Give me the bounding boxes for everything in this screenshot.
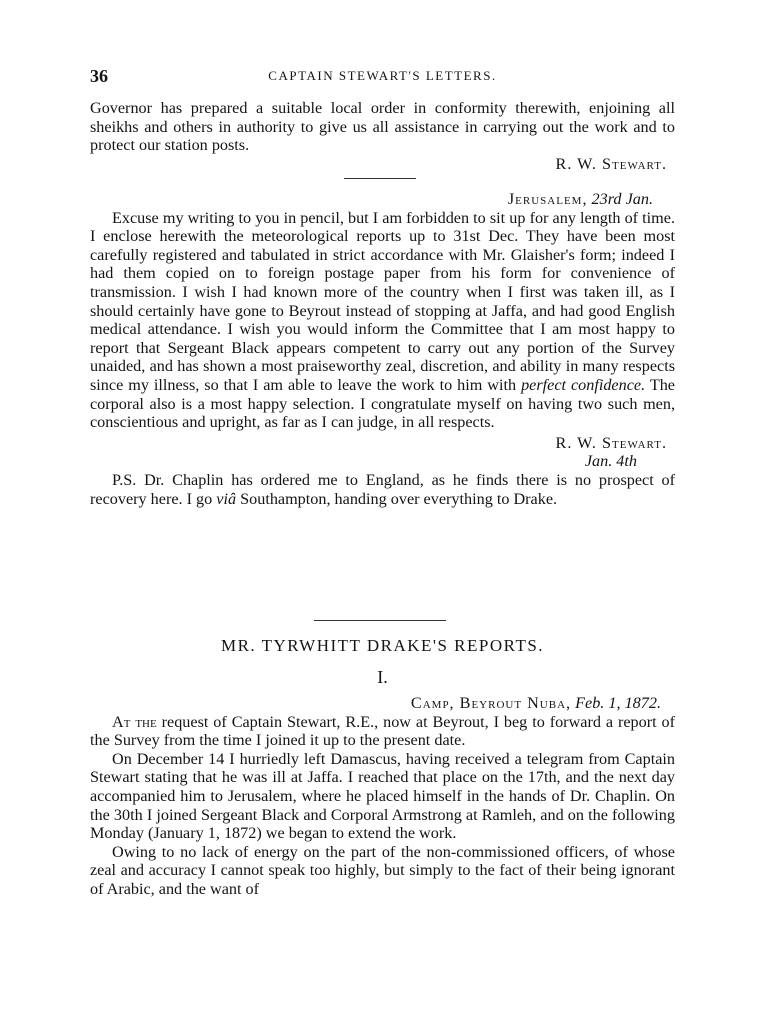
postscript-via: viâ: [216, 489, 237, 508]
postscript: [90, 471, 675, 508]
postscript-before: P.S. Dr. Chaplin has ordered me to England, as he finds there is no prospect of recovery here. I go: [90, 470, 675, 508]
letter-2-date: 23rd Jan.: [591, 190, 653, 208]
letter-2-place: Jerusalem,: [507, 190, 588, 208]
report-opening-words: At the: [112, 712, 157, 731]
page-number: 36: [90, 66, 108, 86]
report-paragraph-1-rest: request of Captain Stewart, R.E., now at Beyrout, I beg to forward a report of the Survey from the time I joined it up to the present date.: [90, 712, 675, 750]
postscript-date: [90, 452, 675, 471]
report-dateline: [90, 694, 675, 713]
section-title: MR. TYRWHITT DRAKE'S REPORTS.: [220, 636, 545, 655]
letter-1-text: Governor has prepared a suitable local order in conformity therewith, enjoining all sheikhs and others in authority to give us all assistance in carrying out the work and to protect our station posts.: [90, 99, 675, 155]
letter-1-signature: R. W. Stewart.: [555, 154, 667, 173]
report-1: [90, 694, 675, 899]
section-rule: [344, 178, 416, 179]
postscript-date-text: Jan. 4th: [584, 452, 637, 471]
postscript-after: Southampton, handing over everything to Drake.: [236, 489, 558, 508]
report-paragraph-3: Owing to no lack of energy on the part of the non-commissioned officers, of whose zeal and accuracy I cannot speak too highly, but simply to the fact of their being ignorant of Arabic, and the want of: [90, 842, 675, 898]
report-number: I.: [377, 667, 388, 687]
report-date: Feb. 1, 1872.: [575, 694, 661, 712]
page-header: [90, 66, 675, 88]
letter-1: [90, 99, 675, 173]
report-paragraph-1: [90, 713, 675, 750]
letter-2-text: [90, 209, 675, 432]
letter-2-dateline: [90, 190, 675, 209]
running-title: CAPTAIN STEWART'S LETTERS.: [268, 68, 497, 83]
letter-2: [90, 190, 675, 508]
letter-2-emphasis: perfect confidence.: [521, 375, 646, 394]
report-place: Camp, Beyrout Nuba,: [410, 694, 572, 712]
report-paragraph-2: On December 14 I hurriedly left Damascus, having received a telegram from Captain Stewart stating that he was ill at Jaffa. I reached that place on the 17th, and the next day accompanied him to Jerusalem, where he placed himself in the hands of Dr. Chaplin. On the 30th I joined Sergeant Black and Corporal Armstrong at Ramleh, and on the following Monday (January 1, 1872) we began to extend the work.: [90, 749, 675, 843]
letter-2-signature: R. W. Stewart.: [555, 433, 667, 452]
letter-2-text-after: The corporal also is a most happy selection. I congratulate myself on having two such men, conscientious and upright, as far as I can judge, in all respects.: [90, 375, 675, 432]
letter-2-text-before: Excuse my writing to you in pencil, but I am forbidden to sit up for any length of time. I enclose herewith the meteorological reports up to 31st Dec. They have been most carefully registered and tabulated in strict accordance with Mr. Glaisher's form; indeed I had them copied on to foreign postage paper from his form for convenience of transmission. I wish I had known more of the country when I first was taken ill, as I should certainly have gone to Beyrout instead of stopping at Jaffa, and had good English medical attendance. I wish you would inform the Committee that I am most happy to report that Sergeant Black appears competent to carry out any portion of the Survey unaided, and has shown a most praiseworthy zeal, discretion, and ability in many respects since my illness, so that I am able to leave the work to him with: [90, 208, 675, 394]
section-rule: [314, 620, 446, 621]
